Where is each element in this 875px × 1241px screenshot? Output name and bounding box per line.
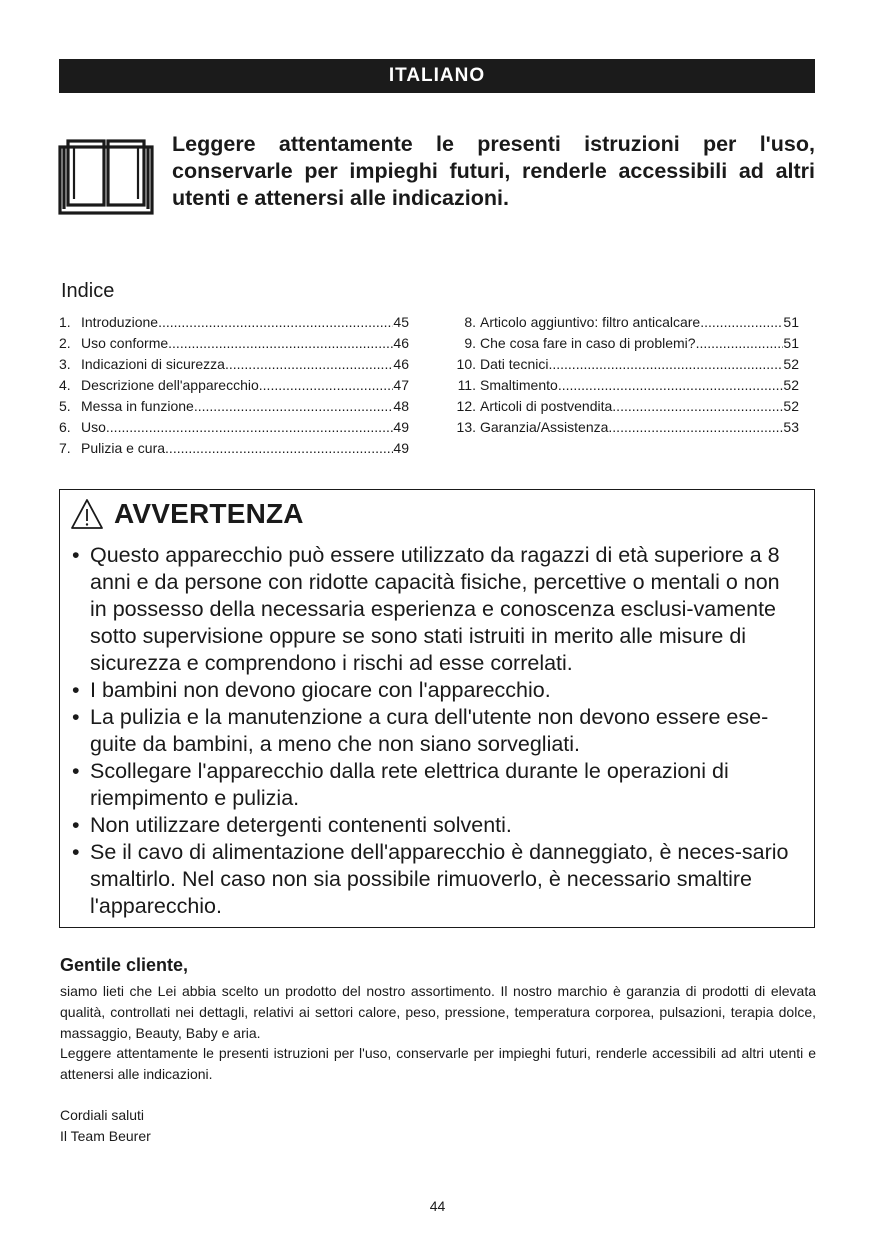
greeting-title: Gentile cliente, xyxy=(60,955,189,975)
toc-item[interactable]: 6. Uso ..... 49 xyxy=(59,417,409,438)
warning-item: • Se il cavo di alimentazione dell'apparecchio è danneggiato, è neces-sario smaltirlo. Nel caso non sia possibile rimuoverlo, è necessario smaltire l'apparecchio. xyxy=(72,839,802,920)
toc-item[interactable]: 8. Articolo aggiuntivo: filtro anticalcare ..... 51 xyxy=(449,312,799,333)
toc-left-column xyxy=(59,312,409,459)
greeting-paragraph: Leggere attentamente le presenti istruzioni per l'uso, conservarle per impieghi futuri, renderle accessibili ad altri utenti e attenersi alle indicazioni. xyxy=(60,1045,816,1082)
toc-title: Indice xyxy=(61,280,115,302)
signature-block xyxy=(60,1105,151,1147)
warning-box xyxy=(59,489,815,928)
signature-text: Il Team Beurer xyxy=(60,1128,151,1144)
page-number: 44 xyxy=(429,1198,446,1214)
toc-item[interactable]: 3. Indicazioni di sicurezza ..... 46 xyxy=(59,354,409,375)
toc-item[interactable]: 1. Introduzione ..... 45 xyxy=(59,312,409,333)
warning-item: • Questo apparecchio può essere utilizzato da ragazzi di età superiore a 8 anni e da persone con ridotte capacità fisiche, percettive o mentali o non in possesso della necessaria esperienza e conoscenza esclusi-vamente sotto supervisione oppure se sono stati istruiti in merito alle misure di sicurezza e comprendono i rischi ad esse correlati. xyxy=(72,542,802,677)
greeting-paragraph: siamo lieti che Lei abbia scelto un prodotto del nostro assortimento. Il nostro marchio è garanzia di prodotti di elevata qualità, controllati nei dettagli, relativi ai settori calore, peso, pressione, temperatura corporea, pulsazioni, terapia dolce, massaggio, Beauty, Baby e aria. xyxy=(60,983,816,1041)
warning-item: • La pulizia e la manutenzione a cura dell'utente non devono essere ese-guite da bambini, a meno che non siano sorvegliati. xyxy=(72,704,802,758)
warning-list xyxy=(72,542,802,920)
closing-text: Cordiali saluti xyxy=(60,1107,145,1123)
toc-item[interactable]: 13. Garanzia/Assistenza ..... 53 xyxy=(449,417,799,438)
intro-note: Leggere attentamente le presenti istruzioni per l'uso, conservarle per impieghi futuri, renderle accessibili ad altri utenti e attenersi alle indicazioni. xyxy=(172,132,815,210)
toc-item[interactable]: 12. Articoli di postvendita ..... 52 xyxy=(449,396,799,417)
toc-item[interactable]: 4. Descrizione dell'apparecchio ..... 47 xyxy=(59,375,409,396)
toc-item[interactable]: 11. Smaltimento ..... 52 xyxy=(449,375,799,396)
warning-item: • I bambini non devono giocare con l'apparecchio. xyxy=(72,677,802,704)
language-header: ITALIANO xyxy=(59,59,815,93)
toc-item[interactable]: 10. Dati tecnici ..... 52 xyxy=(449,354,799,375)
toc-item[interactable]: 5. Messa in funzione ..... 48 xyxy=(59,396,409,417)
toc-item[interactable]: 2. Uso conforme ..... 46 xyxy=(59,333,409,354)
warning-header xyxy=(70,498,304,530)
warning-title: AVVERTENZA xyxy=(114,498,304,529)
book-icon xyxy=(58,133,154,215)
toc-item[interactable]: 7. Pulizia e cura ..... 49 xyxy=(59,438,409,459)
toc-item[interactable]: 9. Che cosa fare in caso di problemi? ..... 51 xyxy=(449,333,799,354)
warning-triangle-icon xyxy=(70,498,104,530)
toc-right-column xyxy=(449,312,799,438)
warning-item: • Scollegare l'apparecchio dalla rete elettrica durante le operazioni di riempimento e pulizia. xyxy=(72,758,802,812)
warning-item: • Non utilizzare detergenti contenenti solventi. xyxy=(72,812,802,839)
